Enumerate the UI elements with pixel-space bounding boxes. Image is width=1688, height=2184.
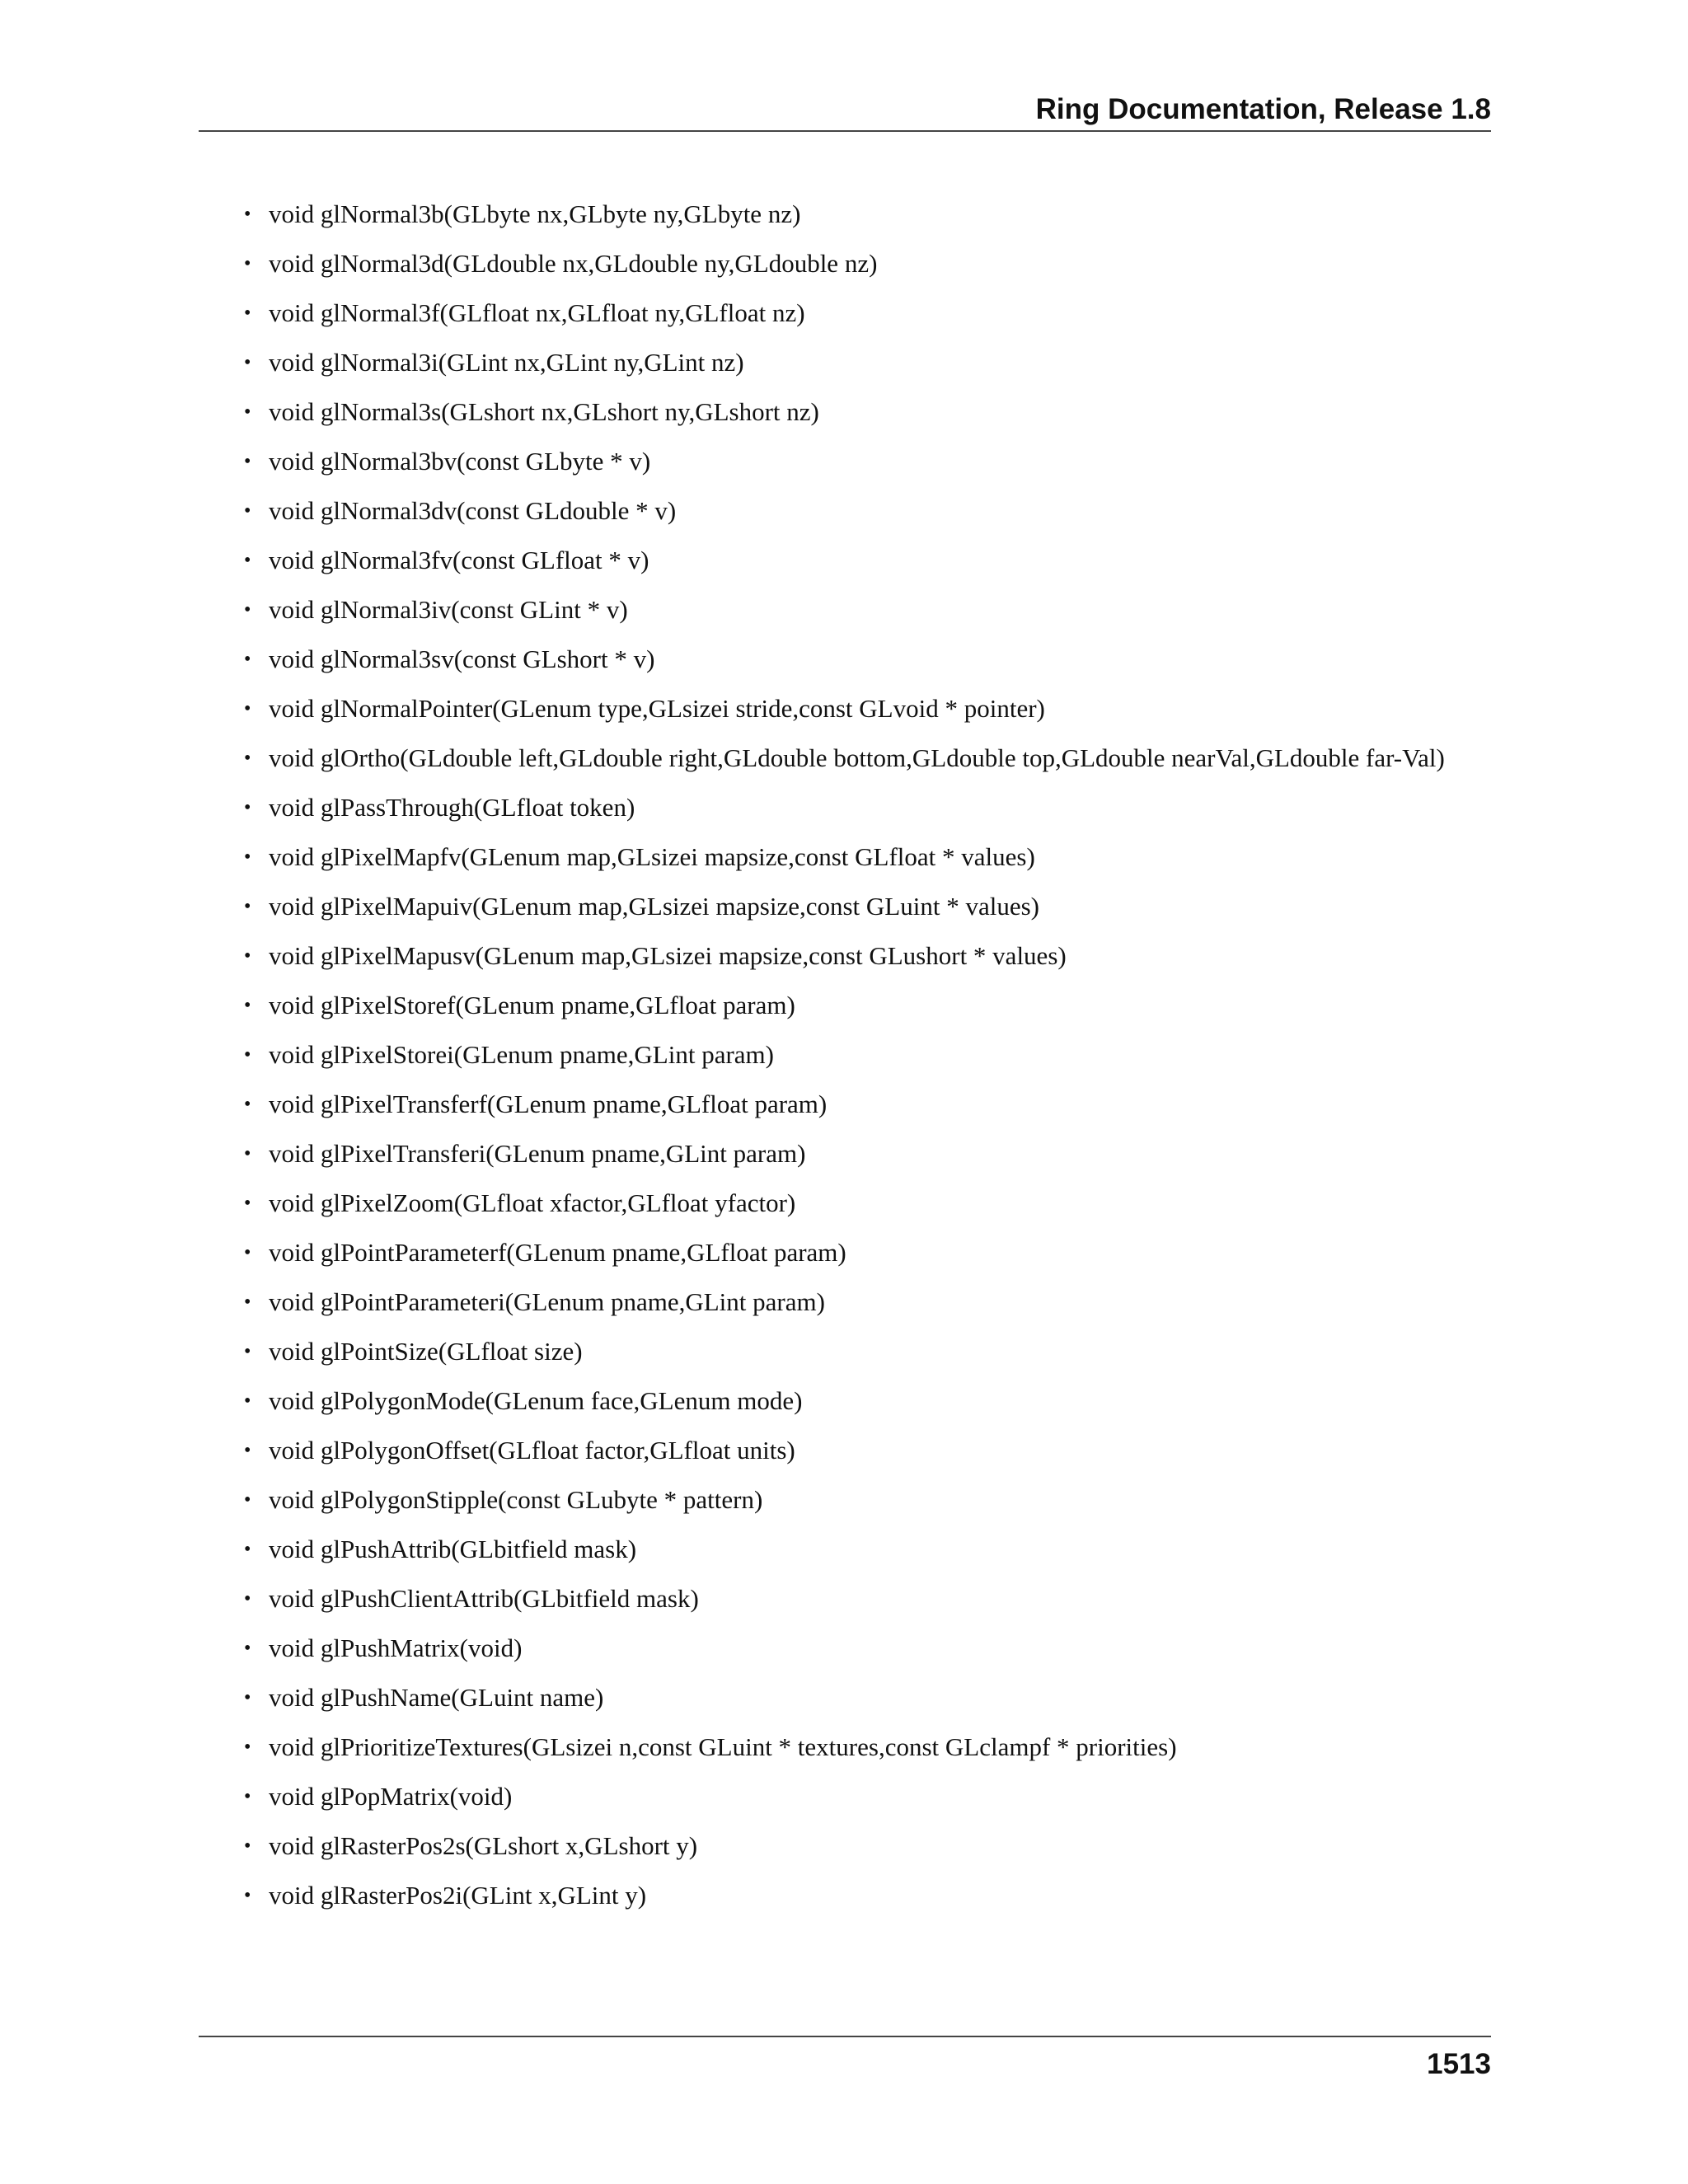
list-item — [244, 1582, 1492, 1615]
list-item — [244, 1533, 1492, 1566]
bullet-icon: • — [244, 1736, 251, 1758]
function-signature: void glNormal3s(GLshort nx,GLshort ny,GLshort nz) — [269, 397, 819, 426]
bullet-icon: • — [244, 1638, 251, 1659]
list-item — [244, 742, 1492, 775]
list-item — [244, 1137, 1492, 1170]
list-item — [244, 494, 1492, 527]
list-item — [244, 198, 1492, 231]
bullet-icon: • — [244, 401, 251, 423]
function-signature: void glPushAttrib(GLbitfield mask) — [269, 1535, 637, 1563]
list-item — [244, 297, 1492, 330]
function-signature: void glNormal3b(GLbyte nx,GLbyte ny,GLbyte nz) — [269, 199, 801, 228]
function-signature: void glPopMatrix(void) — [269, 1782, 513, 1811]
function-signature: void glPushMatrix(void) — [269, 1633, 523, 1662]
bullet-icon: • — [244, 1341, 251, 1362]
function-signature: void glPolygonStipple(const GLubyte * pattern) — [269, 1485, 763, 1514]
function-list — [244, 198, 1492, 1929]
function-signature: void glNormal3fv(const GLfloat * v) — [269, 546, 649, 574]
bullet-icon: • — [244, 1143, 251, 1165]
page-footer — [199, 2036, 1491, 2080]
function-signature: void glPixelZoom(GLfloat xfactor,GLfloat yfactor) — [269, 1188, 796, 1217]
list-item — [244, 396, 1492, 429]
function-signature: void glPixelStoref(GLenum pname,GLfloat param) — [269, 991, 795, 1019]
document-title: Ring Documentation, Release 1.8 — [1035, 93, 1491, 125]
function-signature: void glPointParameteri(GLenum pname,GLint param) — [269, 1287, 825, 1316]
function-signature: void glPixelMapusv(GLenum map,GLsizei mapsize,const GLushort * values) — [269, 941, 1067, 970]
bullet-icon: • — [244, 550, 251, 571]
page-header — [199, 89, 1491, 132]
function-signature: void glRasterPos2s(GLshort x,GLshort y) — [269, 1831, 698, 1860]
list-item — [244, 940, 1492, 972]
bullet-icon: • — [244, 896, 251, 917]
function-signature: void glNormal3bv(const GLbyte * v) — [269, 447, 651, 476]
function-signature: void glNormalPointer(GLenum type,GLsizei stride,const GLvoid * pointer) — [269, 694, 1045, 723]
bullet-icon: • — [244, 797, 251, 818]
list-item — [244, 1780, 1492, 1813]
list-item — [244, 890, 1492, 923]
bullet-icon: • — [244, 1588, 251, 1610]
bullet-icon: • — [244, 1044, 251, 1066]
list-item — [244, 1335, 1492, 1368]
function-signature: void glNormal3i(GLint nx,GLint ny,GLint nz) — [269, 348, 744, 377]
bullet-icon: • — [244, 1390, 251, 1412]
bullet-icon: • — [244, 451, 251, 472]
function-signature: void glPixelTransferf(GLenum pname,GLfloat param) — [269, 1090, 828, 1118]
bullet-icon: • — [244, 1440, 251, 1461]
function-signature: void glPushName(GLuint name) — [269, 1683, 604, 1712]
function-signature: void glNormal3dv(const GLdouble * v) — [269, 496, 677, 525]
bullet-icon: • — [244, 599, 251, 621]
bullet-icon: • — [244, 1291, 251, 1313]
function-signature: void glPolygonMode(GLenum face,GLenum mode) — [269, 1386, 803, 1415]
list-item — [244, 791, 1492, 824]
function-signature: void glPixelMapuiv(GLenum map,GLsizei mapsize,const GLuint * values) — [269, 892, 1039, 921]
list-item — [244, 1088, 1492, 1121]
bullet-icon: • — [244, 1687, 251, 1708]
list-item — [244, 1286, 1492, 1319]
function-signature: void glPixelTransferi(GLenum pname,GLint param) — [269, 1139, 806, 1168]
list-item — [244, 1681, 1492, 1714]
list-item — [244, 346, 1492, 379]
list-item — [244, 1434, 1492, 1467]
list-item — [244, 1632, 1492, 1665]
bullet-icon: • — [244, 748, 251, 769]
list-item — [244, 1038, 1492, 1071]
function-signature: void glPolygonOffset(GLfloat factor,GLfloat units) — [269, 1436, 795, 1465]
list-item — [244, 544, 1492, 577]
function-signature: void glOrtho(GLdouble left,GLdouble right,GLdouble bottom,GLdouble top,GLdouble nearVal,GLdouble far-Val) — [269, 743, 1445, 772]
function-signature: void glPointParameterf(GLenum pname,GLfloat param) — [269, 1238, 846, 1267]
list-item — [244, 445, 1492, 478]
function-signature: void glPassThrough(GLfloat token) — [269, 793, 635, 822]
list-item — [244, 1483, 1492, 1516]
list-item — [244, 1187, 1492, 1220]
function-signature: void glNormal3f(GLfloat nx,GLfloat ny,GLfloat nz) — [269, 298, 805, 327]
bullet-icon: • — [244, 1094, 251, 1115]
bullet-icon: • — [244, 1489, 251, 1511]
list-item — [244, 593, 1492, 626]
function-signature: void glRasterPos2i(GLint x,GLint y) — [269, 1881, 647, 1910]
list-item — [244, 989, 1492, 1022]
list-item — [244, 643, 1492, 676]
function-signature: void glPushClientAttrib(GLbitfield mask) — [269, 1584, 699, 1613]
bullet-icon: • — [244, 1835, 251, 1857]
function-signature: void glNormal3d(GLdouble nx,GLdouble ny,GLdouble nz) — [269, 249, 878, 278]
list-item — [244, 1879, 1492, 1912]
list-item — [244, 1236, 1492, 1269]
bullet-icon: • — [244, 1539, 251, 1560]
list-item — [244, 1731, 1492, 1764]
function-signature: void glPixelMapfv(GLenum map,GLsizei mapsize,const GLfloat * values) — [269, 842, 1035, 871]
bullet-icon: • — [244, 204, 251, 225]
bullet-icon: • — [244, 1885, 251, 1906]
function-signature: void glPrioritizeTextures(GLsizei n,const GLuint * textures,const GLclampf * priorities) — [269, 1732, 1177, 1761]
function-signature: void glPixelStorei(GLenum pname,GLint param) — [269, 1040, 774, 1069]
bullet-icon: • — [244, 1193, 251, 1214]
bullet-icon: • — [244, 1242, 251, 1263]
list-item — [244, 1385, 1492, 1418]
function-signature: void glNormal3sv(const GLshort * v) — [269, 644, 655, 673]
bullet-icon: • — [244, 945, 251, 967]
function-signature: void glPointSize(GLfloat size) — [269, 1337, 583, 1366]
bullet-icon: • — [244, 698, 251, 719]
list-item — [244, 1830, 1492, 1863]
bullet-icon: • — [244, 649, 251, 670]
list-item — [244, 247, 1492, 280]
bullet-icon: • — [244, 995, 251, 1016]
bullet-icon: • — [244, 846, 251, 868]
function-signature: void glNormal3iv(const GLint * v) — [269, 595, 628, 624]
bullet-icon: • — [244, 352, 251, 373]
bullet-icon: • — [244, 302, 251, 324]
bullet-icon: • — [244, 253, 251, 274]
page-number: 1513 — [1427, 2048, 1491, 2080]
list-item — [244, 692, 1492, 725]
bullet-icon: • — [244, 500, 251, 522]
bullet-icon: • — [244, 1786, 251, 1807]
list-item — [244, 841, 1492, 874]
